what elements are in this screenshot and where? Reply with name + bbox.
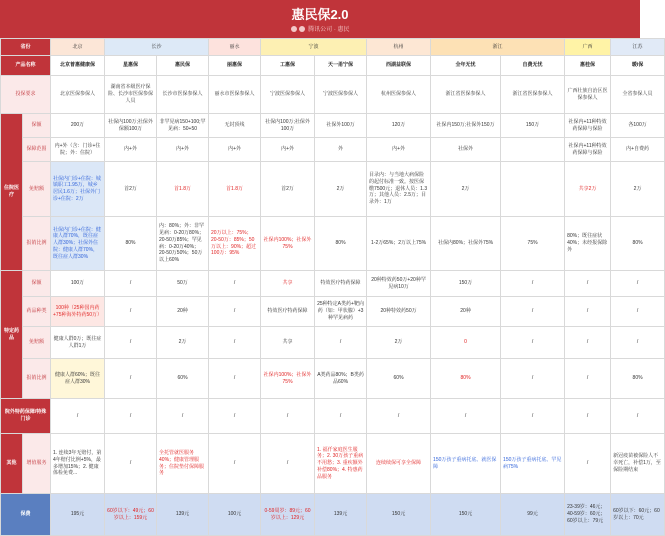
- scope-cell: 内+自费药: [611, 138, 665, 162]
- premium-row: [1, 494, 665, 536]
- scope-cell: 内+外: [105, 138, 157, 162]
- premium-cell: 150元: [367, 494, 431, 536]
- drug-reimb-cell: /: [501, 359, 565, 399]
- scope-cell: 内+外: [157, 138, 209, 162]
- comparison-table: [0, 38, 665, 536]
- drug-sum-cell: /: [611, 271, 665, 297]
- drug-sum-cell: /: [105, 271, 157, 297]
- value-cell: /: [105, 434, 157, 494]
- reimburse-cell: 80%；既往症状40%；未经报保除外: [565, 217, 611, 271]
- row-label: 免赔额: [23, 162, 51, 217]
- sum-cell: 社保外100万: [315, 114, 367, 138]
- drug-reimb-row: [1, 359, 665, 399]
- reimburse-cell: 80%: [315, 217, 367, 271]
- drug-sum-cell: /: [209, 271, 261, 297]
- enroll-cell: 北京医保参保人: [51, 76, 105, 114]
- row-label: 保额: [23, 271, 51, 297]
- premium-cell: 139元: [315, 494, 367, 536]
- province-header: 省份: [1, 39, 51, 56]
- out-hosp-cell: /: [51, 399, 105, 434]
- enroll-cell: 杭州医保参保人: [367, 76, 431, 114]
- drug-sum-cell: 100万: [51, 271, 105, 297]
- row-label: 保障范围: [23, 138, 51, 162]
- scope-cell: [501, 138, 565, 162]
- drug-ded-cell: /: [565, 327, 611, 359]
- value-cell: 连续续保可享全保障: [367, 434, 431, 494]
- sum-cell: 200万: [51, 114, 105, 138]
- drug-reimb-cell: /: [209, 359, 261, 399]
- out-hosp-row: [1, 399, 665, 434]
- value-cell: 1. 福仟家庭医生服务；2. 30万孩子重病不用愁；3. 重疾额外补偿80%；4. 特惠药品服务: [315, 434, 367, 494]
- product-name: 北京普惠健康保: [51, 56, 105, 76]
- enroll-cell: 浙江省医保参保人: [431, 76, 501, 114]
- premium-cell: 150元: [431, 494, 501, 536]
- drug-sum-cell: /: [565, 271, 611, 297]
- out-hosp-cell: /: [157, 399, 209, 434]
- sum-cell: 非罕见病150+100;罕见病：50+50: [157, 114, 209, 138]
- drug-sum-cell: 150万: [431, 271, 501, 297]
- reimburse-row: [1, 217, 665, 271]
- premium-cell: 60岁以下：60元；60岁以上：70元: [611, 494, 665, 536]
- drug-reimb-cell: /: [105, 359, 157, 399]
- row-label: 保额: [23, 114, 51, 138]
- out-hosp-cell: /: [261, 399, 315, 434]
- deductible-cell: 首1.8万: [209, 162, 261, 217]
- deductible-cell: 共享2万: [565, 162, 611, 217]
- reimburse-cell: 社保内100%；社保外75%: [261, 217, 315, 271]
- product-name: 惠民保: [157, 56, 209, 76]
- scope-cell: 外: [315, 138, 367, 162]
- product-name: 西湖益联保: [367, 56, 431, 76]
- deductible-cell: 首1.8万: [157, 162, 209, 217]
- out-hosp-cell: /: [105, 399, 157, 434]
- value-cell: 150万孩子重病托底、就医保障: [431, 434, 501, 494]
- deductible-cell: 2万: [431, 162, 501, 217]
- province-cell: 长沙: [105, 39, 209, 56]
- drug-reimb-cell: 健康人群60%；既往症人群30%: [51, 359, 105, 399]
- province-cell: 杭州: [367, 39, 431, 56]
- product-name: 丽惠保: [209, 56, 261, 76]
- drug-sum-cell: 50万: [157, 271, 209, 297]
- value-cell: 全托管就医服务40%；健康管理服务；住院垫付保障服务: [157, 434, 209, 494]
- reimburse-cell: 内：80%；外：非罕见病：0-20万80%；20-50万85%；罕见病：0-20万40%；20-50万50%；50万以上60%: [157, 217, 209, 271]
- sum-cell: 社保内150万;社保外150万: [431, 114, 501, 138]
- reimburse-cell: 1-2万65%；2万以上75%: [367, 217, 431, 271]
- drug-ded-cell: /: [501, 327, 565, 359]
- product-name: 惠桂保: [565, 56, 611, 76]
- province-cell: 宁波: [261, 39, 367, 56]
- value-cell: /: [209, 434, 261, 494]
- row-label: 报销比例: [23, 359, 51, 399]
- reimburse-cell: 20万以上：75%；20-50万：85%；50万以上：90%；超过100万：95%: [209, 217, 261, 271]
- value-cell: /: [261, 434, 315, 494]
- premium-cell: 100元: [209, 494, 261, 536]
- drug-list-cell: 20种: [157, 297, 209, 327]
- scope-cell: 内+外: [261, 138, 315, 162]
- out-hosp-cell: /: [315, 399, 367, 434]
- out-hosp-cell: /: [367, 399, 431, 434]
- scope-cell: 内+外（含：门诊+住院；外：住院）: [51, 138, 105, 162]
- scope-cell: 内+外: [209, 138, 261, 162]
- out-hosp-header: 院外特药保障/特殊门诊: [1, 399, 51, 434]
- sum-cell: 社保内+11种特效药保障与保险: [565, 114, 611, 138]
- section-drugs: 特定药品: [1, 271, 23, 399]
- province-cell: 江苏: [611, 39, 665, 56]
- enroll-cell: 宁波医保参保人: [315, 76, 367, 114]
- drug-reimb-cell: A类药品80%；B类药品60%: [315, 359, 367, 399]
- drug-ded-cell: /: [209, 327, 261, 359]
- deductible-cell: 目录内：与当地大病保险的起付标准一致。按医保缴7500元；退休人员：1.3万；其他人员：2.5万；目录外：1万: [367, 162, 431, 217]
- product-name: 暖i保: [611, 56, 665, 76]
- drug-list-cell: 20种: [431, 297, 501, 327]
- drug-reimb-cell: 60%: [367, 359, 431, 399]
- scope-cell: 内+外: [367, 138, 431, 162]
- drug-ded-cell: /: [315, 327, 367, 359]
- drug-sum-cell: 20种特效药50万+20种罕见病10万: [367, 271, 431, 297]
- drug-ded-cell: 0: [431, 327, 501, 359]
- product-header: 产品名称: [1, 56, 51, 76]
- drug-ded-cell: 健康人群0万；既往症人群1万: [51, 327, 105, 359]
- drug-list-cell: 25种特定A类药+靶向药（如：甲状腺）+3种罕见病药: [315, 297, 367, 327]
- province-cell: 北京: [51, 39, 105, 56]
- drug-list-cell: 20种特效药50万: [367, 297, 431, 327]
- value-cell: 新冠疫苗被保险人不幸死亡，补偿1万，至保险期结束: [611, 434, 665, 494]
- enroll-cell: 长沙市医保参保人: [157, 76, 209, 114]
- drug-list-cell: 100种（25种国内药+75种海外特药50万）: [51, 297, 105, 327]
- sum-cell: 社保内100万;社保外保额100万: [105, 114, 157, 138]
- reimburse-cell: 社保内80%；社保外75%: [431, 217, 501, 271]
- reimburse-cell: 75%: [501, 217, 565, 271]
- sum-row: [1, 114, 665, 138]
- drug-reimb-cell: 60%: [157, 359, 209, 399]
- sum-cell: 150万: [501, 114, 565, 138]
- page-banner: [0, 0, 640, 38]
- premium-cell: 195元: [51, 494, 105, 536]
- premium-cell: 0-59周岁：89元；60岁以上：129元: [261, 494, 315, 536]
- product-name: 天一甬宁保: [315, 56, 367, 76]
- out-hosp-cell: /: [565, 399, 611, 434]
- drug-list-cell: 特效医疗特药保障: [261, 297, 315, 327]
- out-hosp-cell: /: [431, 399, 501, 434]
- drug-list-cell: /: [105, 297, 157, 327]
- drug-reimb-cell: 80%: [611, 359, 665, 399]
- scope-cell: 社保外: [431, 138, 501, 162]
- drug-ded-cell: 共享: [261, 327, 315, 359]
- drug-ded-cell: /: [105, 327, 157, 359]
- province-row: [1, 39, 665, 56]
- reimburse-cell: 80%: [611, 217, 665, 271]
- section-other: 其他: [1, 434, 23, 494]
- value-cell: /: [565, 434, 611, 494]
- drug-ded-cell: /: [611, 327, 665, 359]
- sum-cell: 120万: [367, 114, 431, 138]
- enroll-row: [1, 76, 665, 114]
- deductible-row: [1, 162, 665, 217]
- row-label: 增值服务: [23, 434, 51, 494]
- reimburse-cell: 80%: [105, 217, 157, 271]
- drug-sum-cell: 特效医疗特药保障: [315, 271, 367, 297]
- row-label: 免赔额: [23, 327, 51, 359]
- deductible-cell: 社保内门诊+住院：城镇职工1.95万，城乡居民1.6万；社保外门诊+住院：2万: [51, 162, 105, 217]
- section-basic: 住院医疗: [1, 114, 23, 271]
- dot-icon: [291, 26, 297, 32]
- drug-reimb-cell: 社保内100%；社保外75%: [261, 359, 315, 399]
- drug-reimb-cell: 80%: [431, 359, 501, 399]
- drug-list-cell: /: [611, 297, 665, 327]
- drug-ded-cell: 2万: [157, 327, 209, 359]
- drug-sum-cell: 共享: [261, 271, 315, 297]
- premium-cell: 23-39岁：46元；40-59岁：60元；60岁以上：79元: [565, 494, 611, 536]
- premium-cell: 99元: [501, 494, 565, 536]
- sum-cell: 社保内100万;社保外100万: [261, 114, 315, 138]
- deductible-cell: 2万: [315, 162, 367, 217]
- deductible-cell: 首2万: [105, 162, 157, 217]
- product-row: [1, 56, 665, 76]
- drug-reimb-cell: /: [565, 359, 611, 399]
- drug-list-cell: /: [501, 297, 565, 327]
- province-cell: 丽水: [209, 39, 261, 56]
- out-hosp-cell: /: [501, 399, 565, 434]
- drug-sum-row: [1, 271, 665, 297]
- out-hosp-cell: /: [611, 399, 665, 434]
- sum-cell: 无封顶线: [209, 114, 261, 138]
- product-name: 工惠保: [261, 56, 315, 76]
- scope-row: [1, 138, 665, 162]
- drug-list-cell: /: [565, 297, 611, 327]
- product-name: 全年无忧: [431, 56, 501, 76]
- enroll-cell: 湖南省本级医疗保险、长沙市医保参保人员: [105, 76, 157, 114]
- row-label: 药品种类: [23, 297, 51, 327]
- row-label: 报销比例: [23, 217, 51, 271]
- province-cell: 广西: [565, 39, 611, 56]
- drug-sum-cell: /: [501, 271, 565, 297]
- deductible-cell: 首2万: [261, 162, 315, 217]
- page-subtitle: [0, 24, 640, 33]
- scope-cell: 社保内+11种特效药保障与保险: [565, 138, 611, 162]
- drug-ded-cell: 2万: [367, 327, 431, 359]
- product-name: 自费无忧: [501, 56, 565, 76]
- out-hosp-cell: /: [209, 399, 261, 434]
- value-cell: 1. 连续3年无赔付，第4年赔付比例+5%，最多增加15%；2. 健康体检免费...: [51, 434, 105, 494]
- enroll-cell: 浙江省医保参保人: [501, 76, 565, 114]
- enroll-cell: 丽水市医保参保人: [209, 76, 261, 114]
- deductible-cell: 2万: [611, 162, 665, 217]
- dot-icon: [299, 26, 305, 32]
- enroll-cell: 全省参保人员: [611, 76, 665, 114]
- premium-header: 保费: [1, 494, 51, 536]
- enroll-cell: 宁波医保参保人: [261, 76, 315, 114]
- product-name: 星惠保: [105, 56, 157, 76]
- premium-cell: 139元: [157, 494, 209, 536]
- value-added-row: [1, 434, 665, 494]
- drug-list-row: [1, 297, 665, 327]
- page-title: 惠民保2.0: [291, 7, 349, 22]
- province-cell: 浙江: [431, 39, 565, 56]
- sum-cell: 各100万: [611, 114, 665, 138]
- reimburse-cell: 社保内门诊+住院：健康人群70%，既往症人群30%；社保外住院：健康人群70%，既往症人群30%: [51, 217, 105, 271]
- drug-ded-row: [1, 327, 665, 359]
- premium-cell: 60岁以下：49元；60岁以上：159元: [105, 494, 157, 536]
- value-cell: 150万孩子重病托底、罕见病75%: [501, 434, 565, 494]
- subtitle-text: 腾讯公司 · 惠民: [308, 27, 350, 33]
- enroll-header: 投保要求: [1, 76, 51, 114]
- enroll-cell: 广西壮族自治区医保参保人: [565, 76, 611, 114]
- deductible-cell: [501, 162, 565, 217]
- drug-list-cell: /: [209, 297, 261, 327]
